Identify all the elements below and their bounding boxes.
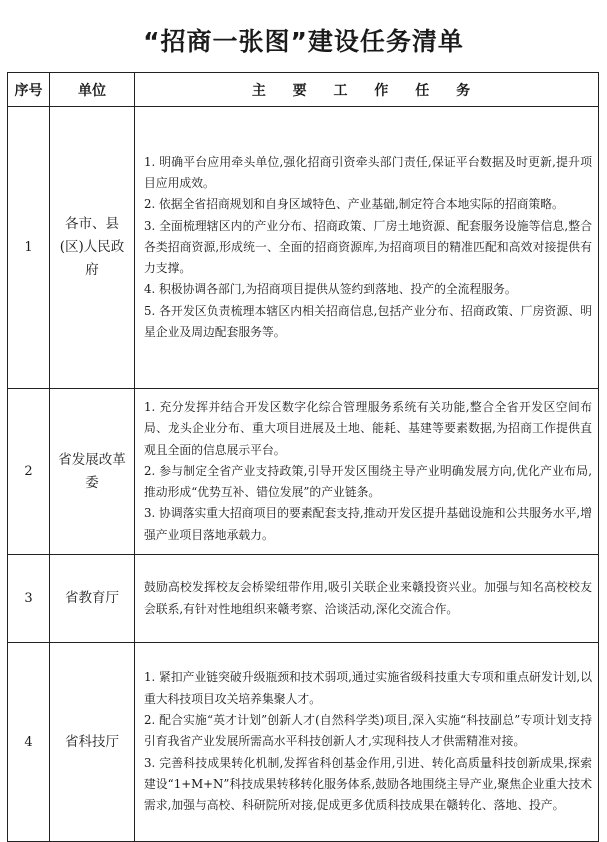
- table-row: [8, 107, 599, 389]
- task-item: 3. 完善科技成果转化机制,发挥省科创基金作用,引进、转化高质量科技创新成果,探索建设“1+M+N”科技成果转移转化服务体系,鼓励各地围绕主导产业,聚焦企业重大技术需求,加强与高校、科研院所对接,促成更多优质科技成果在赣转化、落地、投产。: [144, 755, 592, 813]
- task-item: 3. 协调落实重大招商项目的要素配套支持,推动开发区提升基础设施和公共服务水平,增强产业项目落地承载力。: [144, 506, 592, 542]
- header-serial-number: 序号: [8, 73, 50, 107]
- table-row: [8, 389, 599, 555]
- task-item: 1. 明确平台应用牵头单位,强化招商引资牵头部门责任,保证平台数据及时更新,提升项目应用成效。: [144, 154, 592, 190]
- row-unit: 各市、县(区)人民政府: [50, 107, 135, 389]
- task-item: 4. 积极协调各部门,为招商项目提供从签约到落地、投产的全流程服务。: [144, 282, 517, 297]
- row-tasks: [135, 389, 599, 555]
- row-tasks: [135, 107, 599, 389]
- task-item: 2. 参与制定全省产业支持政策,引导开发区围绕主导产业明确发展方向,优化产业布局,推动形成“优势互补、错位发展”的产业链条。: [144, 463, 592, 500]
- header-unit: 单位: [50, 73, 135, 107]
- row-tasks: [135, 643, 599, 842]
- task-item: 3. 全面梳理辖区内的产业分布、招商政策、厂房土地资源、配套服务设施等信息,整合各类招商资源,形成统一、全面的招商资源库,为招商项目的精准匹配和高效对接提供有力支撑。: [144, 218, 592, 276]
- task-item: 1. 紧扣产业链突破升级瓶颈和技术弱项,通过实施省级科技重大专项和重点研发计划,以重大科技项目攻关培养集聚人才。: [144, 670, 592, 706]
- task-item: 1. 充分发挥并结合开发区数字化综合管理服务系统有关功能,整合全省开发区空间布局、龙头企业分布、重大项目进展及土地、能耗、基建等要素数据,为招商工作提供直观且全面的信息展示平台。: [144, 399, 592, 457]
- table-row: [8, 643, 599, 842]
- task-item: 2. 配合实施“英才计划”创新人才(自然科学类)项目,深入实施“科技副总”专项计划支持引育我省产业发展所需高水平科技创新人才,实现科技人才供需精准对接。: [144, 713, 592, 749]
- table-row: [8, 555, 599, 643]
- row-tasks: [135, 555, 599, 643]
- row-number: 3: [8, 555, 50, 643]
- row-unit: 省科技厅: [50, 643, 135, 842]
- row-number: 2: [8, 389, 50, 555]
- row-unit: 省发展改革委: [50, 389, 135, 555]
- document-title: “招商一张图”建设任务清单: [143, 27, 464, 56]
- header-main-tasks: 主 要 工 作 任 务: [135, 73, 599, 107]
- row-number: 1: [8, 107, 50, 389]
- task-item: 5. 各开发区负责梳理本辖区内相关招商信息,包括产业分布、招商政策、厂房资源、明星企业及周边配套服务等。: [144, 303, 592, 340]
- table-header-row: [8, 73, 599, 107]
- task-item: 2. 依据全省招商规划和自身区域特色、产业基础,制定符合本地实际的招商策略。: [144, 197, 564, 212]
- row-number: 4: [8, 643, 50, 842]
- task-item: 鼓励高校发挥校友会桥梁纽带作用,吸引关联企业来赣投资兴业。加强与知名高校校友会联系,有针对性地组织来赣考察、洽谈活动,深化交流合作。: [144, 580, 592, 616]
- row-unit: 省教育厅: [50, 555, 135, 643]
- task-table: [7, 72, 599, 842]
